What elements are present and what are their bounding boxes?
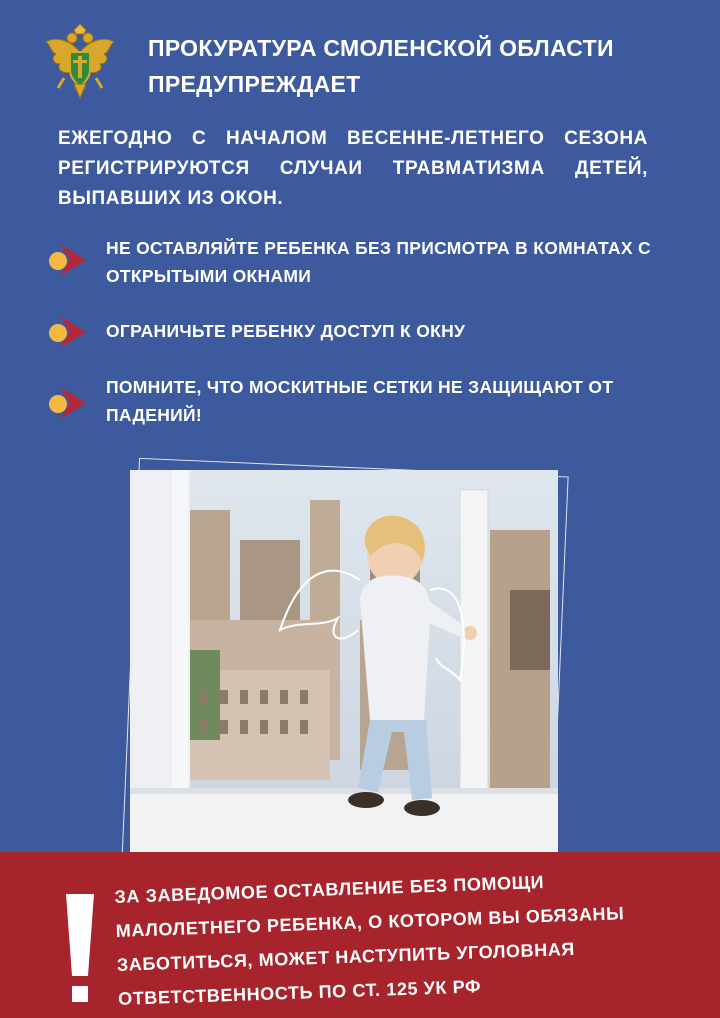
arrow-dot-bullet-icon (46, 240, 92, 280)
warning-line: МАЛОЛЕТНЕГО РЕБЕНКА, О КОТОРОМ ВЫ ОБЯЗАНЫ (115, 903, 625, 941)
warning-line: ЗАБОТИТЬСЯ, МОЖЕТ НАСТУПИТЬ УГОЛОВНАЯ (116, 938, 576, 975)
tip-text: ПОМНИТЕ, ЧТО МОСКИТНЫЕ СЕТКИ НЕ ЗАЩИЩАЮТ ОТ ПАДЕНИЙ! (106, 377, 614, 425)
tip-item (46, 317, 686, 349)
exclamation-icon (60, 894, 100, 1008)
intro-paragraph: ЕЖЕГОДНО С НАЧАЛОМ ВЕСЕННЕ-ЛЕТНЕГО СЕЗОНА РЕГИСТРИРУЮТСЯ СЛУЧАИ ТРАВМАТИЗМА ДЕТЕЙ, ВЫПАВШИХ ИЗ ОКОН. (58, 128, 648, 209)
tip-item (46, 234, 686, 294)
tip-text: НЕ ОСТАВЛЯЙТЕ РЕБЕНКА БЕЗ ПРИСМОТРА В КОМНАТАХ С ОТКРЫТЫМИ ОКНАМИ (106, 238, 651, 286)
title-line-2: ПРЕДУПРЕЖДАЕТ (148, 71, 361, 97)
title-line-1: ПРОКУРАТУРА СМОЛЕНСКОЙ ОБЛАСТИ (148, 35, 614, 61)
arrow-dot-bullet-icon (46, 312, 92, 352)
page-title (148, 30, 688, 102)
tip-item (46, 373, 686, 433)
tip-text: ОГРАНИЧЬТЕ РЕБЕНКУ ДОСТУП К ОКНУ (106, 321, 466, 341)
prosecutor-emblem-icon (40, 22, 120, 102)
warning-text (114, 859, 718, 1016)
warning-line: ОТВЕТСТВЕННОСТЬ ПО СТ. 125 УК РФ (117, 976, 482, 1009)
arrow-dot-bullet-icon (46, 383, 92, 423)
warning-line: ЗА ЗАВЕДОМОЕ ОСТАВЛЕНИЕ БЕЗ ПОМОЩИ (114, 871, 545, 907)
child-at-window-photo (130, 470, 558, 870)
